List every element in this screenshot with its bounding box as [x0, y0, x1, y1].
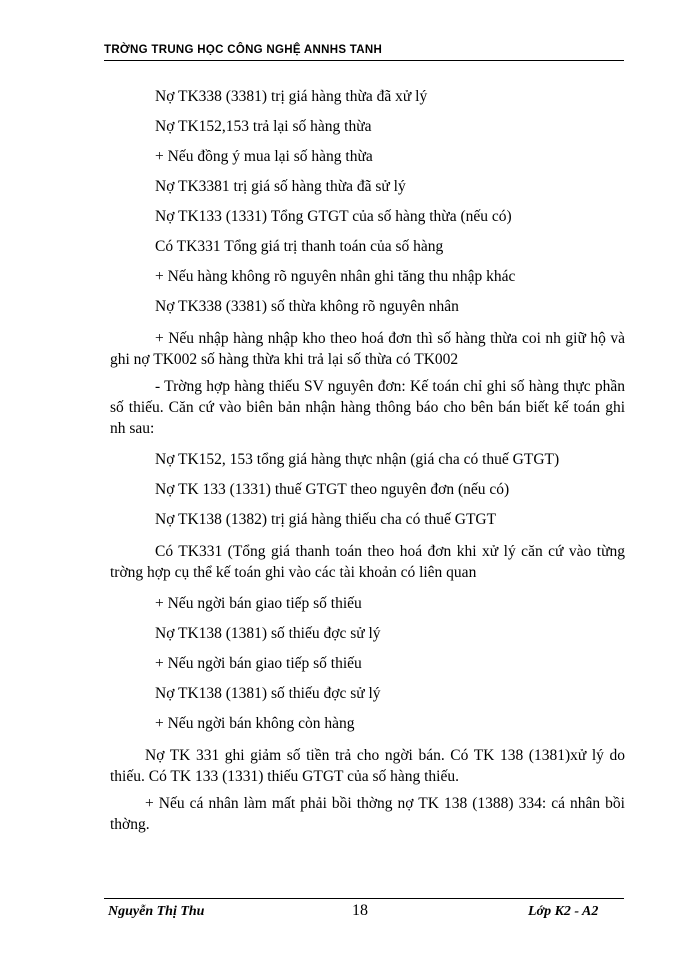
footer-author: Nguyễn Thị Thu: [108, 904, 205, 919]
body-line: + Nếu ngời bán giao tiếp số thiếu: [155, 655, 362, 672]
body-line: + Nếu ngời bán không còn hàng: [155, 715, 355, 732]
body-line: Nợ TK138 (1381) số thiếu đợc sử lý: [155, 685, 381, 702]
body-line: Có TK331 Tổng giá trị thanh toán của số hàng: [155, 238, 444, 255]
body-line: Nợ TK338 (3381) trị giá hàng thừa đã xử lý: [155, 88, 428, 105]
body-paragraph: Nợ TK 331 ghi giảm số tiền trả cho ngời bán. Có TK 138 (1381)xử lý do thiếu. Có TK 133 (1331) thiếu GTGT của số hàng thiếu.: [110, 747, 625, 785]
body-line: Nợ TK133 (1331) Tổng GTGT của số hàng thừa (nếu có): [155, 208, 512, 225]
body-paragraph: - Trờng hợp hàng thiếu SV nguyên đơn: Kế toán chỉ ghi số hàng thực phần số thiếu. Căn cứ vào biên bản nhận hàng thông báo cho bên bán biết kế toán ghi nh sau:: [110, 378, 625, 437]
body-line: Nợ TK152,153 trả lại số hàng thừa: [155, 118, 372, 135]
body-line: Nợ TK3381 trị giá số hàng thừa đã sử lý: [155, 178, 406, 195]
body-line: + Nếu đồng ý mua lại số hàng thừa: [155, 148, 373, 165]
page-number: 18: [352, 902, 368, 919]
body-line: Nợ TK138 (1382) trị giá hàng thiếu cha có thuế GTGT: [155, 511, 497, 528]
body-line: Nợ TK138 (1381) số thiếu đợc sử lý: [155, 625, 381, 642]
body-line: + Nếu ngời bán giao tiếp số thiếu: [155, 595, 362, 612]
page-body: [110, 82, 625, 841]
header-divider: [104, 60, 624, 61]
body-line: Nợ TK338 (3381) số thừa không rõ nguyên nhân: [155, 298, 459, 315]
body-line: Nợ TK152, 153 tổng giá hàng thực nhận (giá cha có thuế GTGT): [155, 451, 560, 468]
body-line: Nợ TK 133 (1331) thuế GTGT theo nguyên đơn (nếu có): [155, 481, 510, 498]
body-line: + Nếu hàng không rõ nguyên nhân ghi tăng thu nhập khác: [155, 268, 516, 285]
body-paragraph: + Nếu nhập hàng nhập kho theo hoá đơn thì số hàng thừa coi nh giữ hộ và ghi nợ TK002 số hàng thừa khi trả lại số thừa có TK002: [110, 330, 625, 368]
body-paragraph: Có TK331 (Tổng giá thanh toán theo hoá đơn khi xử lý căn cứ vào từng trờng hợp cụ thể kế toán ghi vào các tài khoản có liên quan: [110, 543, 625, 581]
header-title: TRỜNG TRUNG HỌC CÔNG NGHỆ ANNHS TANH: [104, 44, 383, 56]
footer-class-label: Lớp K2 - A2: [528, 904, 599, 919]
footer-divider: [104, 898, 624, 899]
body-paragraph: + Nếu cá nhân làm mất phải bồi thờng nợ TK 138 (1388) 334: cá nhân bồi thờng.: [110, 795, 625, 833]
